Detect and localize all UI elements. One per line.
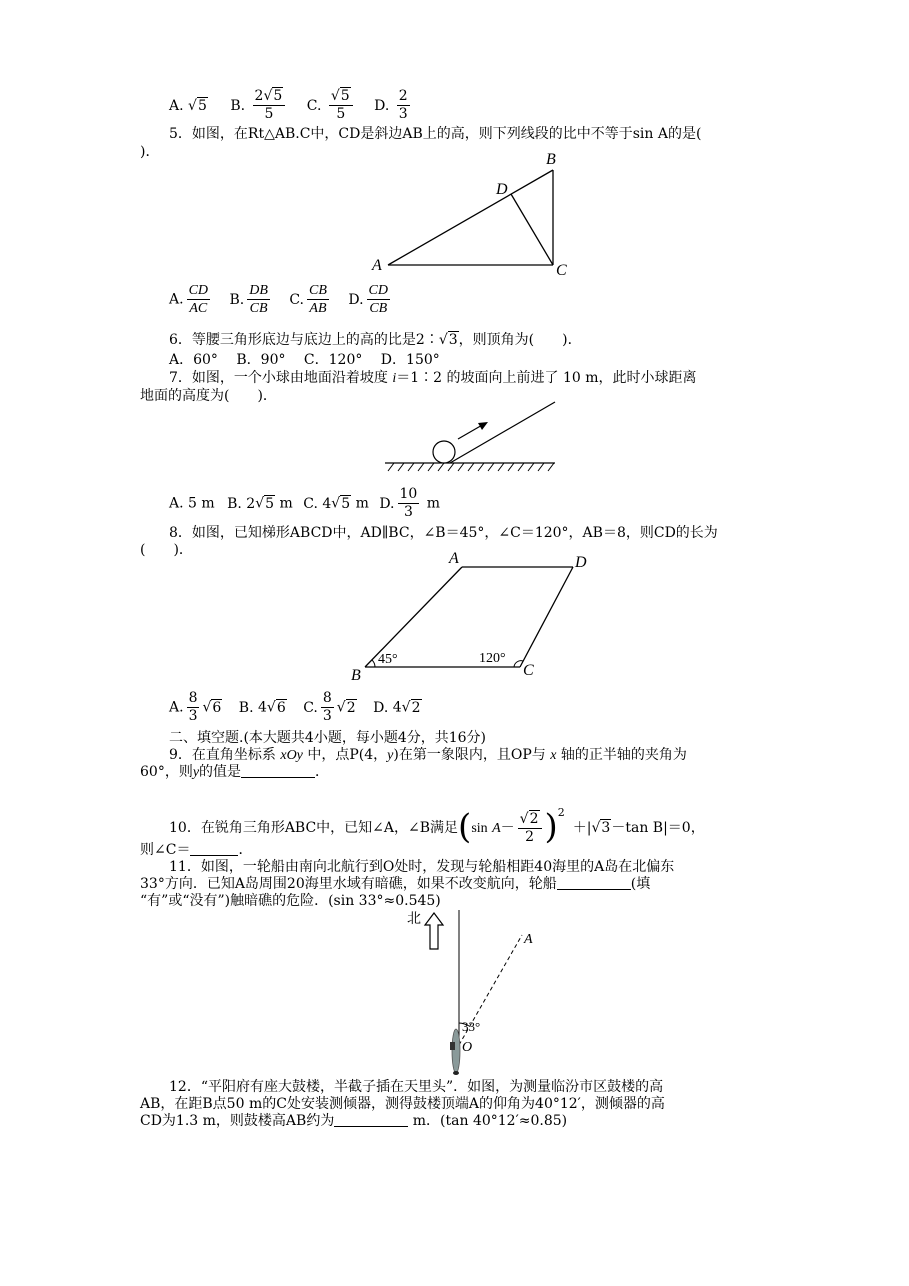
q11-angle-label: 33° [462,1019,481,1034]
q4-option-c: C. $\frac{√5}{5}$ [307,98,356,114]
q11-answer-blank[interactable] [557,875,631,890]
q8-label-d: D [575,554,587,571]
q8-angle-c-label: 120° [479,651,506,666]
q5-options: A. $\frac{CD}{AC}$ B. $\frac{DB}{CB}$ C. $\frac{CB}{AB}$ D. $\frac{CD}{CB}$ [169,283,388,316]
q11-label-o: O [462,1040,473,1055]
q8-angle-b-label: 45° [378,652,398,667]
q6-options: A．60° B．90° C．120° D．150° [169,352,440,368]
q4-option-d: D. $\frac{2}{3}$ [374,88,408,122]
section-2-heading: 二、填空题.(本大题共4小题，每小题4分，共16分) [169,730,487,746]
q7-line2: 地面的高度为( )． [140,388,277,404]
q7-slope-figure [380,395,560,475]
q7-slope-line [450,402,555,463]
q8-options: A. $\frac{8}{3}$ √6 B. 4√6 C. $\frac{8}{3}$ √2 D. 4√2 [169,690,421,724]
north-arrow-icon [425,913,443,949]
q11-north-label: 北 [407,912,421,927]
q8-label-c: C [523,662,534,679]
q11-line3: “有”或“没有”)触暗礁的危险．(sin 33°≈0.545) [140,893,441,909]
q11-line2: 33°方向．已知A岛周围20海里水域有暗礁，如果不改变航向，轮船 (填 [140,876,651,892]
q5-label-d: D [496,181,508,198]
q4-options [169,88,413,123]
q4-option-b: B. $\frac{2√5}{5}$ [230,98,288,114]
q10-line2: 则∠C＝ ． [140,842,253,858]
q7-ground-hatch [388,463,554,471]
q8-angle-b-arc [372,660,375,667]
ship-icon [452,1029,460,1073]
q4-option-a: A. √5 [169,97,207,114]
q10-answer-blank[interactable] [190,841,238,856]
q6-question: 6．等腰三角形底边与底边上的高的比是2∶√3，则顶角为( )． [169,332,582,348]
q5-line1: 5．如图，在Rt△AB.C中，CD是斜边AB上的高，则下列线段的比中不等于sin A的是( [169,126,702,142]
q8-label-a: A [449,550,459,567]
q8-side-dc [520,567,573,667]
q11-line1: 11．如图，一轮船由南向北航行到O处时，发现与轮船相距40海里的A岛在北偏东 [169,859,675,875]
q8-line2: ( )． [140,542,193,558]
q11-ship-figure [400,905,560,1085]
q8-label-b: B [351,667,361,684]
q7-ball [433,441,455,463]
q12-line1: 12．“平阳府有座大鼓楼，半截子插在天里头”．如图，为测量临汾市区鼓楼的高 [169,1079,664,1095]
left-paren: ( [458,807,472,847]
q8-trapezoid-figure [345,550,595,685]
q5-height-cd [511,194,553,265]
q10-line1: 10．在锐角三角形ABC中，已知∠A，∠B满足(sin A－ $\frac{√2}{2}$ )$^2$＋|√3－tan B|＝0， [169,806,705,847]
q7-line1: 7．如图，一个小球由地面沿着坡度 i＝1∶2 的坡面向上前进了 10 m，此时小球距离 [169,370,697,386]
q5-label-c: C [556,262,567,279]
q5-label-a: A [372,257,382,274]
q5-triangle-figure [370,150,580,280]
q12-line3: CD为1.3 m，则鼓楼高AB约为 m．(tan 40°12′≈0.85) [140,1113,568,1129]
q9-line2: 60°，则y的值是 ． [140,764,330,780]
q5-line2: )． [140,144,160,160]
q8-line1: 8．如图，已知梯形ABCD中，AD∥BC，∠B＝45°，∠C＝120°，AB＝8，则CD的长为 [169,525,718,541]
q5-side-ab [388,170,553,265]
right-paren: ) [544,807,558,847]
q9-line1: 9．在直角坐标系 xOy 中，点P(4，y)在第一象限内，且OP与 x 轴的正半轴的夹角为 [169,747,687,763]
q5-label-b: B [546,151,556,168]
sqrt-symbol: √5 [188,97,207,114]
q12-answer-blank[interactable] [334,1112,408,1127]
q9-answer-blank[interactable] [241,763,315,778]
q11-label-a: A [524,932,533,947]
q12-line2: AB，在距B点50 m的C处安装测倾器，测得鼓楼顶端A的仰角为40°12′，测倾器的高 [140,1096,665,1112]
q7-options: A. 5 m B. 2√5 m C. 4√5 m D. $\frac{10}{3}$ m [169,486,441,520]
